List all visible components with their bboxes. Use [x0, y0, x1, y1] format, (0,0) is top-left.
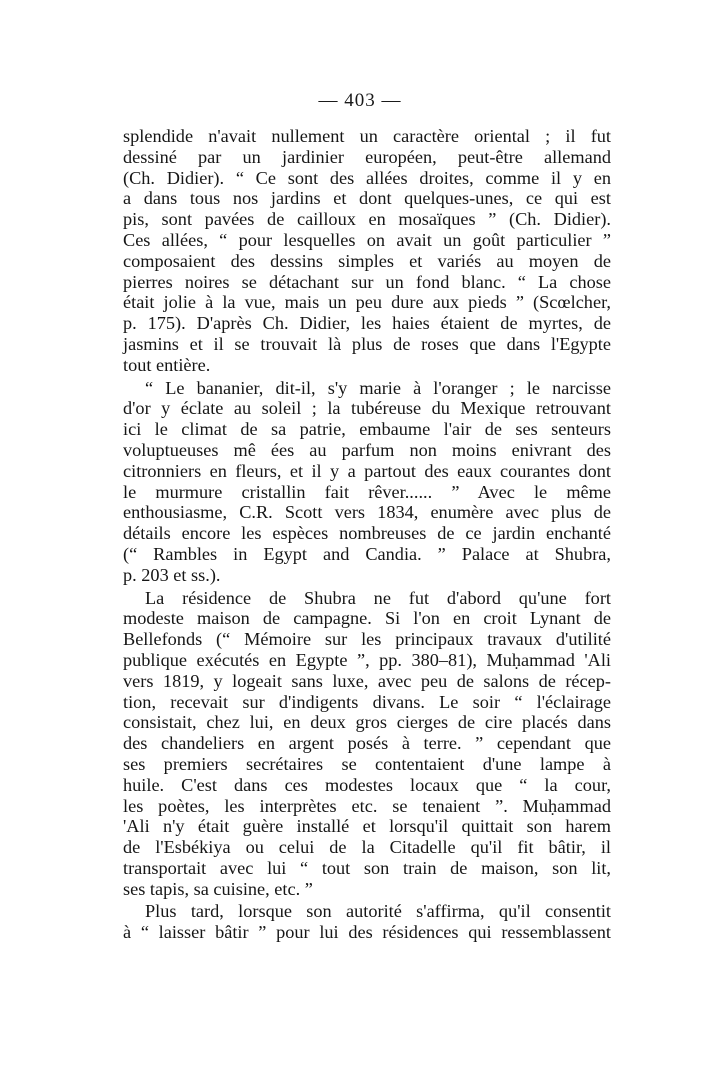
paragraph-3 — [123, 588, 611, 900]
text-line: consistait, chez lui, en deux gros cierges de cire placés dans — [123, 712, 611, 733]
text-line: voluptueuses mê ées au parfum non moins enivrant des — [123, 439, 611, 460]
text-line: ses premiers secrétaires se contentaient d'une lampe à — [123, 753, 611, 774]
text-line: p. 203 et ss.). — [123, 564, 221, 585]
text-line: tout entière. — [123, 354, 211, 375]
text-line: huile. C'est dans ces modestes locaux que “ la cour, — [123, 774, 611, 795]
text-line: de l'Esbékiya ou celui de la Citadelle qu'il fit bâtir, il — [123, 837, 611, 858]
text-line: enthousiasme, C.R. Scott vers 1834, enumère avec plus de — [123, 502, 611, 523]
text-line: Plus tard, lorsque son autorité s'affirma, qu'il consentit — [145, 901, 611, 922]
text-line: les poètes, les interprètes etc. se tenaient ”. Muḥammad — [123, 795, 611, 816]
text-line: (“ Rambles in Egypt and Candia. ” Palace at Shubra, — [123, 543, 611, 564]
text-line: était jolie à la vue, mais un peu dure aux pieds ” (Scœlcher, — [123, 292, 611, 313]
text-line: ses tapis, sa cuisine, etc. ” — [123, 878, 313, 899]
text-line: vers 1819, y logeait sans luxe, avec peu de salons de récep- — [123, 670, 611, 691]
text-line: Ces allées, “ pour lesquelles on avait un goût particulier ” — [123, 229, 611, 250]
page-number: — 403 — — [318, 90, 402, 111]
text-line: jasmins et il se trouvait là plus de roses que dans l'Egypte — [123, 333, 611, 354]
paragraph-2 — [123, 378, 611, 586]
body-text — [123, 126, 611, 943]
text-line: pis, sont pavées de cailloux en mosaïques ” (Ch. Didier). — [123, 209, 611, 230]
text-line: citronniers en fleurs, et il y a partout des eaux courantes dont — [123, 460, 611, 481]
text-line: 'Ali n'y était guère installé et lorsqu'il quittait son harem — [123, 816, 611, 837]
text-line: détails encore les espèces nombreuses de ce jardin enchanté — [123, 523, 611, 544]
text-line: (Ch. Didier). “ Ce sont des allées droites, comme il y en — [123, 167, 611, 188]
text-line: modeste maison de campagne. Si l'on en croit Lynant de — [123, 608, 611, 629]
text-line: Bellefonds (“ Mémoire sur les principaux travaux d'utilité — [123, 629, 611, 650]
text-line: dessiné par un jardinier européen, peut-être allemand — [123, 146, 611, 167]
text-line: composaient des dessins simples et variés au moyen de — [123, 250, 611, 271]
text-line: ici le climat de sa patrie, embaume l'air de ses senteurs — [123, 419, 611, 440]
text-line: transportait avec lui “ tout son train de maison, son lit, — [123, 857, 611, 878]
text-line: à “ laisser bâtir ” pour lui des résidences qui ressemblassent — [123, 922, 611, 943]
text-line: tion, recevait sur d'indigents divans. Le soir “ l'éclairage — [123, 691, 611, 712]
text-line: pierres noires se détachant sur un fond blanc. “ La chose — [123, 271, 611, 292]
text-line: a dans tous nos jardins et dont quelques-unes, ce qui est — [123, 188, 611, 209]
text-line: le murmure cristallin fait rêver...... ” Avec le même — [123, 481, 611, 502]
text-line: La résidence de Shubra ne fut d'abord qu'une fort — [145, 587, 611, 608]
paragraph-1 — [123, 126, 611, 376]
paragraph-4 — [123, 901, 611, 943]
text-line: splendide n'avait nullement un caractère oriental ; il fut — [123, 126, 611, 146]
text-line: publique exécutés en Egypte ”, pp. 380–81), Muḥammad 'Ali — [123, 649, 611, 670]
text-line: des chandeliers en argent posés à terre. ” cependant que — [123, 733, 611, 754]
text-line: “ Le bananier, dit-il, s'y marie à l'oranger ; le narcisse — [145, 377, 611, 398]
text-line: d'or y éclate au soleil ; la tubéreuse du Mexique retrouvant — [123, 398, 611, 419]
text-line: p. 175). D'après Ch. Didier, les haies étaient de myrtes, de — [123, 313, 611, 334]
